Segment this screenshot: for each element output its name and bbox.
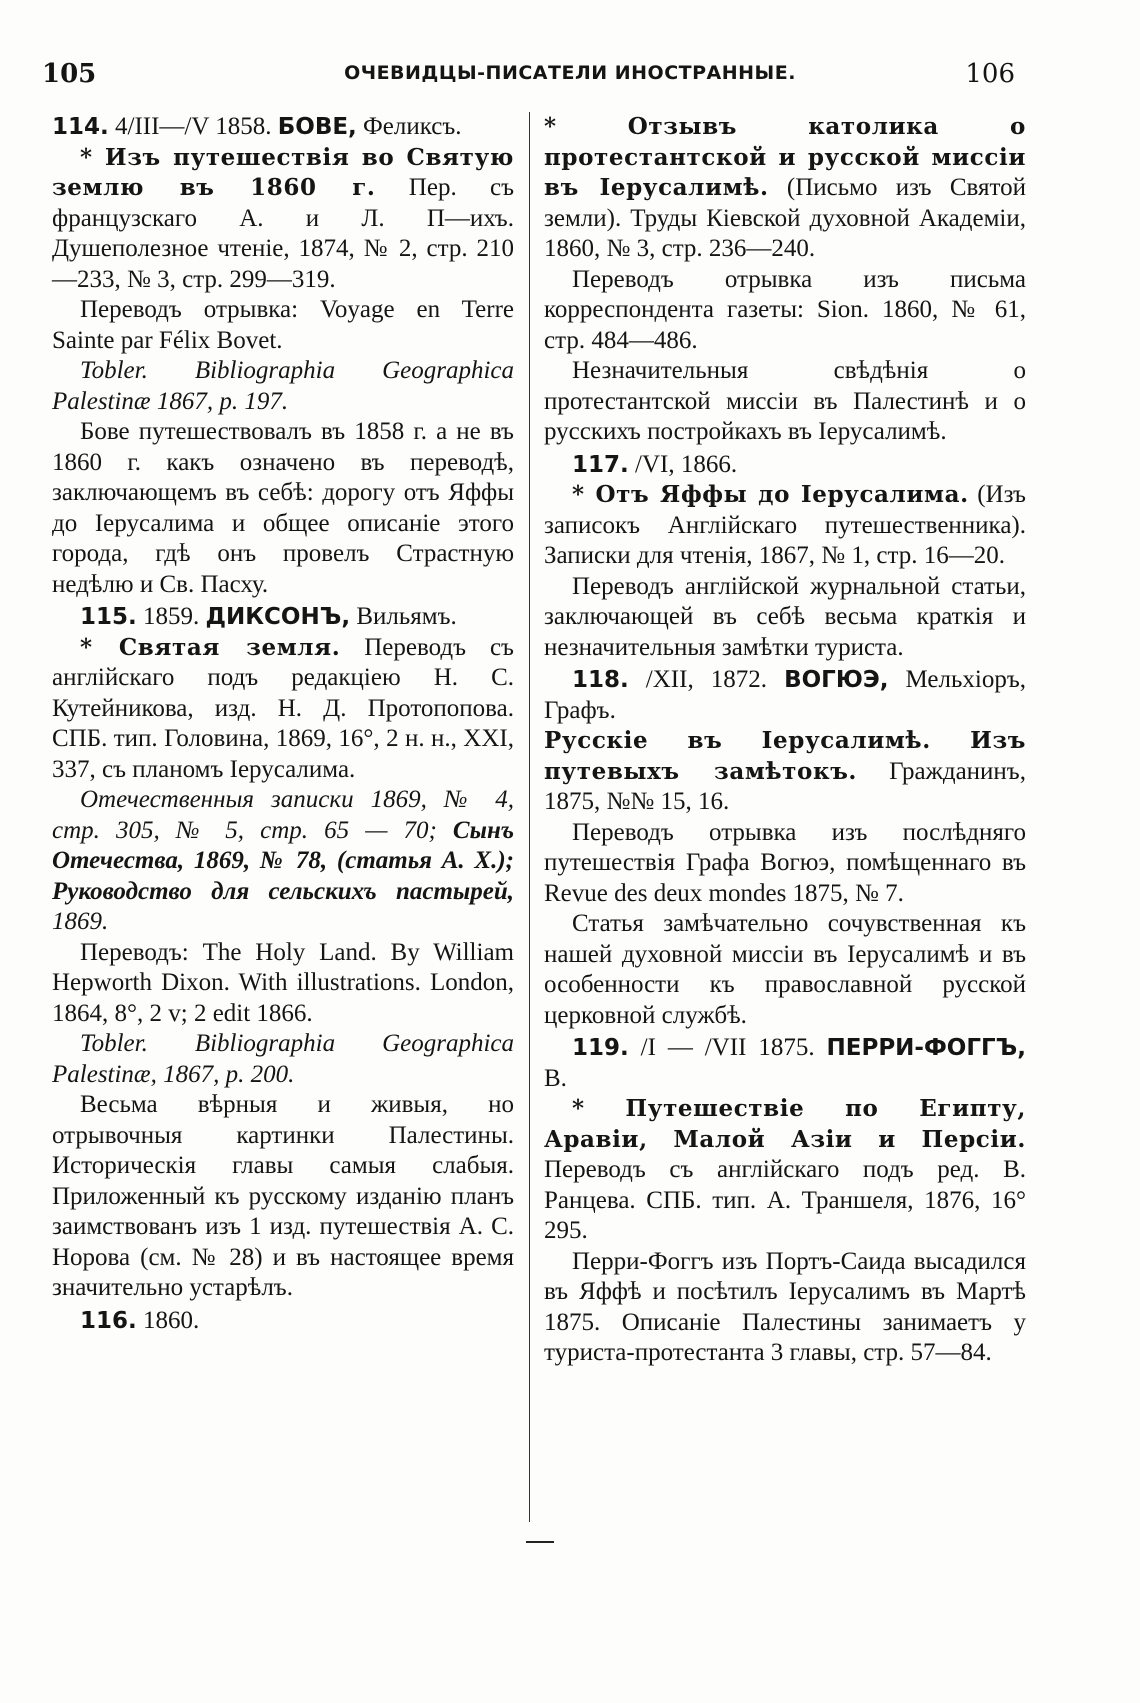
- entry-date: /XII, 1872.: [628, 666, 785, 693]
- entry-118-note-2: Статья замѣчательно сочувственная къ нашей духовной миссіи въ Іерусалимѣ и въ особенности къ православной русской церковной службѣ.: [544, 910, 1026, 1029]
- entry-118: [544, 665, 1026, 1031]
- entry-title: Русскіе въ Іерусалимѣ. Изъ путевыхъ замѣтокъ.: [544, 727, 1026, 785]
- entry-116-title-pub: [544, 112, 1026, 265]
- entry-118-note-1: Переводъ отрывка изъ послѣдняго путешествія Графа Вогюэ, помѣщеннаго въ Revue des deux mondes 1875, № 7.: [544, 818, 1026, 907]
- page-header: [0, 58, 1140, 90]
- entry-119-title-pub: [544, 1094, 1026, 1247]
- entry-author: ВОГЮЭ,: [784, 667, 889, 693]
- entry-115-heading: [52, 602, 514, 633]
- entry-117-title-pub: [544, 480, 1026, 572]
- entry-118-heading: [544, 665, 1026, 726]
- right-page-number: 106: [965, 59, 1015, 89]
- entry-115: [52, 602, 514, 1304]
- entry-116-note-1: Переводъ отрывка изъ письма корреспондента газеты: Sion. 1860, № 61, стр. 484—486.: [544, 265, 1026, 354]
- entry-author: ДИКСОНЪ,: [205, 604, 351, 630]
- entry-number: 114.: [52, 114, 109, 140]
- entry-116-start: [52, 1306, 514, 1337]
- left-column: [52, 112, 514, 1338]
- entry-date: 4/III—/V 1858.: [108, 113, 278, 140]
- entry-publication: Пер. съ французскаго А. и Л. П—ихъ. Душеполезное чтеніе, 1874, № 2, стр. 210—233, № 3, стр. 299—319.: [52, 174, 514, 293]
- entry-number: 118.: [572, 667, 629, 693]
- entry-114-title-pub: [52, 143, 514, 296]
- entry-number: 117.: [572, 451, 629, 478]
- entry-date: 1859.: [136, 603, 206, 630]
- entry-title: * Отзывъ католика о протестантской и русской миссіи въ Іерусалимѣ.: [544, 113, 1026, 201]
- entry-title: * Отъ Яффы до Іерусалима.: [572, 481, 969, 508]
- reference-2: Сынъ Отечества, 1869, № 78, (статья А. Х.); Руководство для сельскихъ пастырей,: [52, 816, 514, 905]
- entry-114-note-1: Переводъ отрывка: Voyage en Terre Sainte par Félix Bovet.: [52, 296, 514, 354]
- entry-114-reference: Tobler. Bibliographia Geographica Palestinæ 1867, p. 197.: [52, 357, 514, 415]
- entry-author-rest: Мельхіоръ, Графъ.: [544, 666, 1026, 724]
- entry-date: /VI, 1866.: [628, 450, 738, 478]
- entry-date: 1860.: [136, 1306, 200, 1334]
- entry-title: * Святая земля.: [80, 633, 341, 661]
- entry-date: /I — /VII 1875.: [628, 1034, 827, 1061]
- entry-116-heading: [52, 1306, 514, 1337]
- entry-115-references: [52, 785, 514, 938]
- entry-115-note-1: Переводъ: The Holy Land. By William Hepworth Dixon. With illustrations. London, 1864, 8°, 2 v; 2 edit 1866.: [52, 938, 514, 1027]
- entry-115-title-pub: [52, 633, 514, 786]
- entry-author: ПЕРРИ-ФОГГЪ,: [826, 1035, 1026, 1061]
- entry-title: * Путешествіе по Египту, Аравіи, Малой Азіи и Персіи.: [544, 1095, 1026, 1153]
- entry-115-note-2: Весьма вѣрныя и живыя, но отрывочныя картинки Палестины. Историческія главы самыя слабыя. Приложенный къ русскому изданію планъ заимствованъ изъ 1 изд. путешествія А. С. Норова (см. № 28) и въ настоящее время значительно устарѣлъ.: [52, 1091, 514, 1301]
- reference-3: 1869.: [52, 908, 109, 935]
- entry-119-heading: [544, 1033, 1026, 1094]
- end-rule: [526, 1541, 554, 1543]
- column-divider: [529, 112, 530, 1522]
- entry-number: 116.: [80, 1307, 137, 1334]
- right-column: [544, 112, 1026, 1371]
- entry-title: * Изъ путешествія во Святую землю въ 1860 г.: [52, 143, 514, 201]
- reference-1: Отечественныя записки 1869, № 4, стр. 305, № 5, стр. 65 — 70;: [52, 786, 514, 844]
- entry-115-reference: Tobler. Bibliographia Geographica Palestinæ, 1867, p. 200.: [52, 1030, 514, 1088]
- entry-114-note-2: Бове путешествовалъ въ 1858 г. а не въ 1860 г. какъ означено въ переводѣ, заключающемъ въ себѣ: дорогу отъ Яффы до Іерусалима и общее описаніе этого города, гдѣ онъ провелъ Страстную недѣлю и Св. Пасху.: [52, 418, 514, 598]
- entry-publication: Переводъ съ англійскаго подъ редакціею Н. С. Кутейникова, изд. Н. Д. Протопопова. СПБ. тип. Головина, 1869, 16°, 2 н. н., XXI, 337, съ планомъ Іерусалима.: [52, 633, 514, 783]
- entry-number: 119.: [572, 1035, 629, 1061]
- entry-116-note-2: Незначительныя свѣдѣнія о протестантской миссіи въ Палестинѣ и о русскихъ постройкахъ въ Іерусалимѣ.: [544, 357, 1026, 445]
- entry-114-heading: [52, 112, 514, 143]
- entry-116: [544, 112, 1026, 448]
- entry-114: [52, 112, 514, 600]
- entry-117: [544, 450, 1026, 664]
- entry-author-rest: В.: [544, 1064, 567, 1092]
- entry-119-note-1: Перри-Фоггъ изъ Портъ-Саида высадился въ Яффѣ и посѣтилъ Іерусалимъ въ Мартѣ 1875. Описаніе Палестины занимаетъ у туриста-протестанта 3 главы, стр. 57—84.: [544, 1247, 1026, 1366]
- entry-publication: (Письмо изъ Святой земли). Труды Кіевской духовной Академіи, 1860, № 3, стр. 236—240.: [544, 174, 1026, 262]
- left-page-number: 105: [42, 59, 97, 89]
- entry-author-rest: Вильямъ.: [350, 603, 457, 630]
- running-title: ОЧЕВИДЦЫ-ПИСАТЕЛИ ИНОСТРАННЫЕ.: [344, 62, 796, 84]
- entry-author: БОВЕ,: [277, 114, 357, 140]
- entry-117-note-1: Переводъ англійской журнальной статьи, заключающей въ себѣ весьма краткія и незначительныя замѣтки туриста.: [544, 572, 1026, 661]
- entry-number: 115.: [80, 604, 137, 630]
- entry-publication: Гражданинъ, 1875, №№ 15, 16.: [544, 757, 1026, 815]
- entry-author-rest: Феликсъ.: [356, 113, 462, 140]
- entry-117-heading: [544, 450, 1026, 481]
- entry-119: [544, 1033, 1026, 1369]
- entry-118-title-pub: [544, 726, 1026, 818]
- entry-publication: Переводъ съ англійскаго подъ ред. В. Ранцева. СПБ. тип. А. Траншеля, 1876, 16° 295.: [544, 1156, 1026, 1244]
- entry-publication: (Изъ записокъ Англійскаго путешественника). Записки для чтенія, 1867, № 1, стр. 16—20.: [544, 481, 1026, 569]
